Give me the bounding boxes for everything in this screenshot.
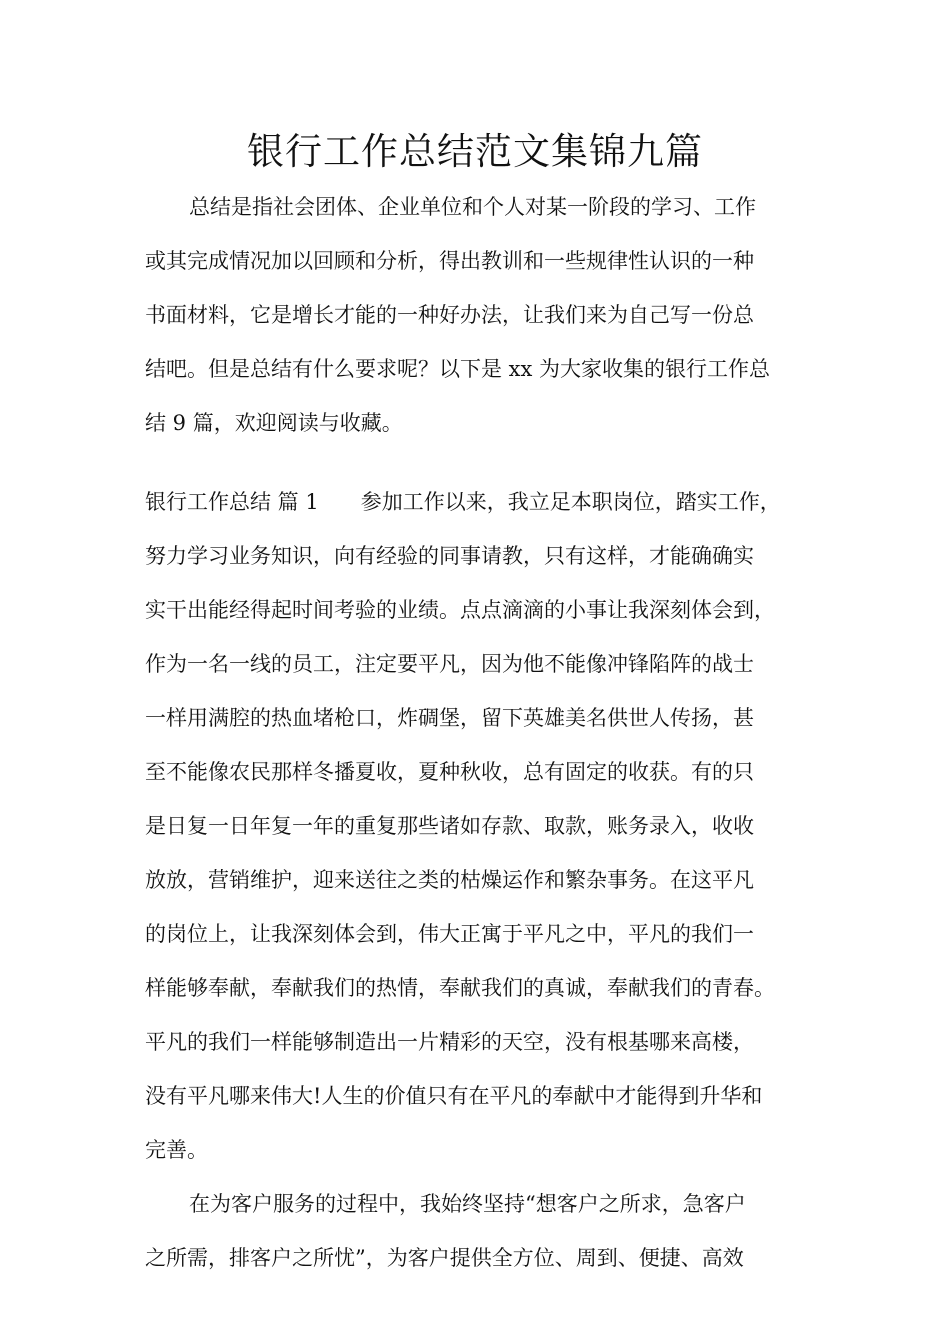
intro-line: 总结是指社会团体、企业单位和个人对某一阶段的学习、工作 — [189, 195, 756, 219]
intro-line: 结吧。但是总结有什么要求呢？以下是 xx 为大家收集的银行工作总 — [145, 357, 771, 381]
section-1-text: 参加工作以来，我立足本职岗位，踏实工作， — [360, 490, 781, 514]
intro-line: 结 9 篇，欢迎阅读与收藏。 — [145, 411, 403, 435]
section-1-line: 完善。 — [145, 1138, 208, 1162]
intro-paragraph — [145, 180, 825, 450]
section-1-line: 平凡的我们一样能够制造出一片精彩的天空，没有根基哪来高楼， — [145, 1030, 754, 1054]
section-1-line: 作为一名一线的员工，注定要平凡，因为他不能像冲锋陷阵的战士 — [145, 652, 754, 676]
intro-line: 书面材料，它是增长才能的一种好办法，让我们来为自己写一份总 — [145, 303, 754, 327]
section-1-line: 样能够奉献，奉献我们的热情，奉献我们的真诚，奉献我们的青春。 — [145, 976, 775, 1000]
section-1-line: 的岗位上，让我深刻体会到，伟大正寓于平凡之中，平凡的我们一 — [145, 922, 754, 946]
section-1-line: 放放，营销维护，迎来送往之类的枯燥运作和繁杂事务。在这平凡 — [145, 868, 754, 892]
section-1-line: 一样用满腔的热血堵枪口，炸碉堡，留下英雄美名供世人传扬，甚 — [145, 706, 754, 730]
paragraph-2-line: 在为客户服务的过程中，我始终坚持“想客户之所求，急客户 — [189, 1192, 746, 1216]
section-1-line: 是日复一日年复一年的重复那些诸如存款、取款，账务录入，收收 — [145, 814, 754, 838]
section-1-first-line — [145, 475, 825, 529]
section-1-line: 没有平凡哪来伟大!人生的价值只有在平凡的奉献中才能得到升华和 — [145, 1084, 763, 1108]
section-1-line: 实干出能经得起时间考验的业绩。点点滴滴的小事让我深刻体会到， — [145, 598, 775, 622]
section-1 — [145, 475, 825, 1285]
document-title: 银行工作总结范文集锦九篇 — [247, 130, 703, 173]
section-1-line: 至不能像农民那样冬播夏收，夏种秋收，总有固定的收获。有的只 — [145, 760, 754, 784]
section-1-line: 努力学习业务知识，向有经验的同事请教，只有这样，才能确确实 — [145, 544, 754, 568]
paragraph-2-line: 之所需，排客户之所忧”，为客户提供全方位、周到、便捷、高效 — [145, 1246, 744, 1270]
intro-line: 或其完成情况加以回顾和分析，得出教训和一些规律性认识的一种 — [145, 249, 754, 273]
section-heading: 银行工作总结 篇 1 — [145, 490, 319, 514]
